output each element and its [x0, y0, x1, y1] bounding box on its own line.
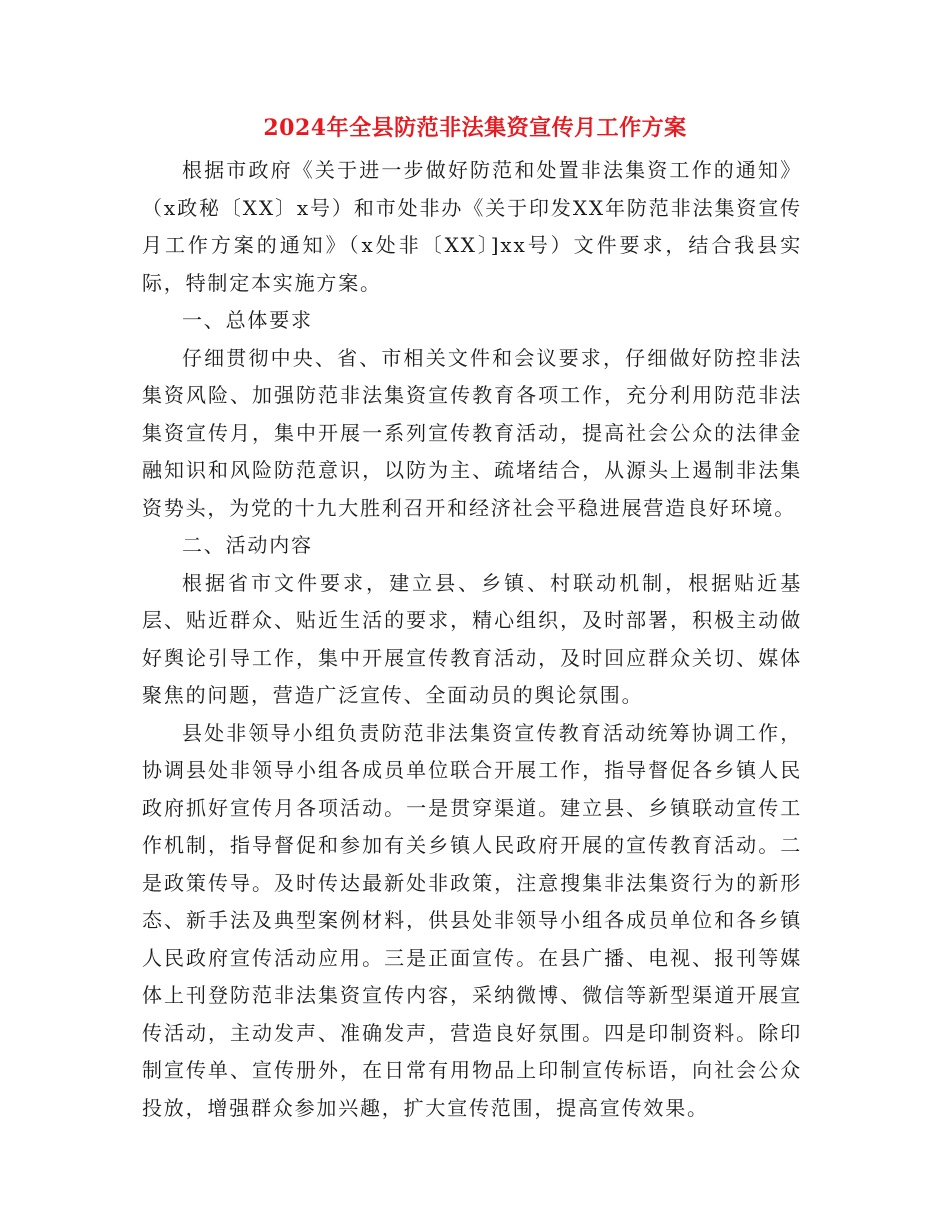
document-body [142, 152, 802, 1127]
general-requirements-paragraph: 仔细贯彻中央、省、市相关文件和会议要求，仔细做好防控非法集资风险、加强防范非法集资宣传教育各项工作，充分利用防范非法集资宣传月，集中开展一系列宣传教育活动，提高社会公众的法律金融知识和风险防范意识，以防为主、疏堵结合，从源头上遏制非法集资势头，为党的十九大胜利召开和经济社会平稳进展营造良好环境。 [142, 345, 802, 520]
section-heading-activity-content: 二、活动内容 [182, 533, 313, 557]
document-title: 2024年全县防范非法集资宣传月工作方案 [263, 115, 687, 141]
activity-content-paragraph-1: 根据省市文件要求，建立县、乡镇、村联动机制，根据贴近基层、贴近群众、贴近生活的要求，精心组织，及时部署，积极主动做好舆论引导工作，集中开展宣传教育活动，及时回应群众关切、媒体聚焦的问题，营造广泛宣传、全面动员的舆论氛围。 [142, 570, 802, 707]
intro-paragraph: 根据市政府《关于进一步做好防范和处置非法集资工作的通知》（x政秘〔XX〕x号）和市处非办《关于印发XX年防范非法集资宣传月工作方案的通知》（x处非〔XX〕]xx号）文件要求，结合我县实际，特制定本实施方案。 [142, 158, 802, 295]
activity-content-paragraph-2: 县处非领导小组负责防范非法集资宣传教育活动统筹协调工作，协调县处非领导小组各成员单位联合开展工作，指导督促各乡镇人民政府抓好宣传月各项活动。一是贯穿渠道。建立县、乡镇联动宣传工作机制，指导督促和参加有关乡镇人民政府开展的宣传教育活动。二是政策传导。及时传达最新处非政策，注意搜集非法集资行为的新形态、新手法及典型案例材料，供县处非领导小组各成员单位和各乡镇人民政府宣传活动应用。三是正面宣传。在县广播、电视、报刊等媒体上刊登防范非法集资宣传内容，采纳微博、微信等新型渠道开展宣传活动，主动发声、准确发声，营造良好氛围。四是印制资料。除印制宣传单、宣传册外，在日常有用物品上印制宣传标语，向社会公众投放，增强群众参加兴趣，扩大宣传范围，提高宣传效果。 [142, 720, 802, 1120]
section-heading-general-requirements: 一、总体要求 [182, 308, 313, 332]
